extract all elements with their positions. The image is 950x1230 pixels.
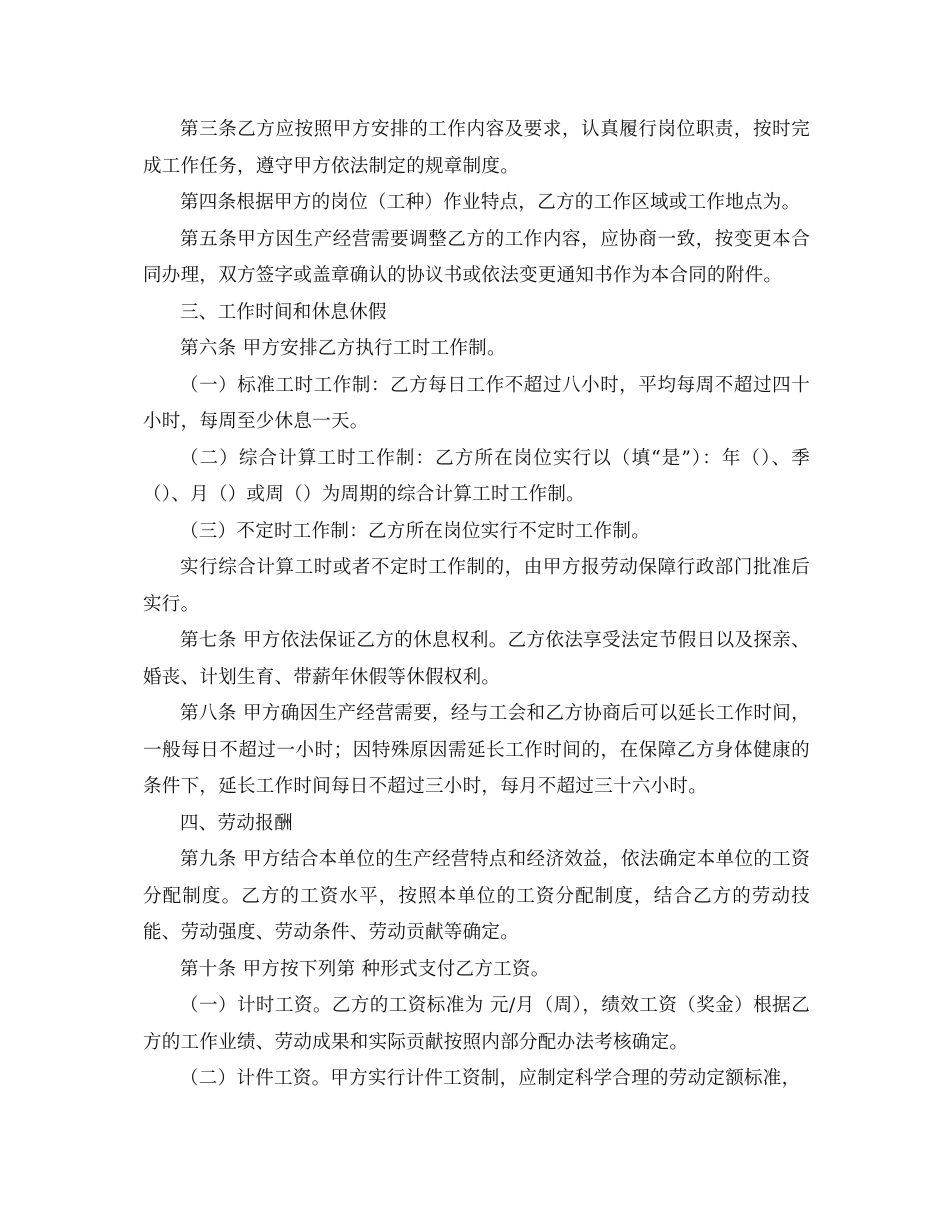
article-7-paragraph: 第七条 甲方依法保证乙方的休息权利。乙方依法享受法定节假日以及探亲、婚丧、计划生育、带薪年休假等休假权利。 (143, 630, 810, 688)
article-6-paragraph: 第六条 甲方安排乙方执行工时工作制。 (180, 338, 506, 359)
time-wage-clause: （一）计时工资。乙方的工资标准为 元/月（周），绩效工资（奖金）根据乙方的工作业绩、劳动成果和实际贡献按照内部分配办法考核确定。 (143, 995, 810, 1053)
piece-wage-clause: （二）计件工资。甲方实行计件工资制，应制定科学合理的劳动定额标准， (180, 1068, 801, 1089)
section-4-heading: 四、劳动报酬 (180, 812, 293, 834)
article-5-paragraph: 第五条甲方因生产经营需要调整乙方的工作内容，应协商一致，按变更本合同办理，双方签字或盖章确认的协议书或依法变更通知书作为本合同的附件。 (143, 228, 810, 286)
article-8-paragraph: 第八条 甲方确因生产经营需要，经与工会和乙方协商后可以延长工作时间，一般每日不超过一小时；因特殊原因需延长工作时间的，在保障乙方身体健康的条件下，延长工作时间每日不超过三小时，每月不超过三十六小时。 (143, 703, 810, 797)
section-3-heading: 三、工作时间和休息休假 (180, 301, 387, 323)
article-10-paragraph: 第十条 甲方按下列第 种形式支付乙方工资。 (180, 958, 550, 980)
approval-paragraph: 实行综合计算工时或者不定时工作制的，由甲方报劳动保障行政部门批准后实行。 (143, 557, 810, 615)
article-9-paragraph: 第九条 甲方结合本单位的生产经营特点和经济效益，依法确定本单位的工资分配制度。乙方的工资水平，按照本单位的工资分配制度，结合乙方的劳动技能、劳动强度、劳动条件、劳动贡献等确定。 (143, 849, 810, 943)
standard-hours-clause: （一）标准工时工作制：乙方每日工作不超过八小时，平均每周不超过四十小时，每周至少休息一天。 (143, 374, 810, 432)
article-3-paragraph: 第三条乙方应按照甲方安排的工作内容及要求，认真履行岗位职责，按时完成工作任务，遵守甲方依法制定的规章制度。 (143, 119, 810, 177)
article-4-paragraph: 第四条根据甲方的岗位（工种）作业特点，乙方的工作区域或工作地点为。 (180, 192, 801, 213)
flexible-hours-clause: （三）不定时工作制：乙方所在岗位实行不定时工作制。 (180, 520, 651, 542)
comprehensive-hours-clause: （二）综合计算工时工作制：乙方所在岗位实行以（填“是”）：年（）、季（）、月（）或周（）为周期的综合计算工时工作制。 (143, 447, 810, 505)
